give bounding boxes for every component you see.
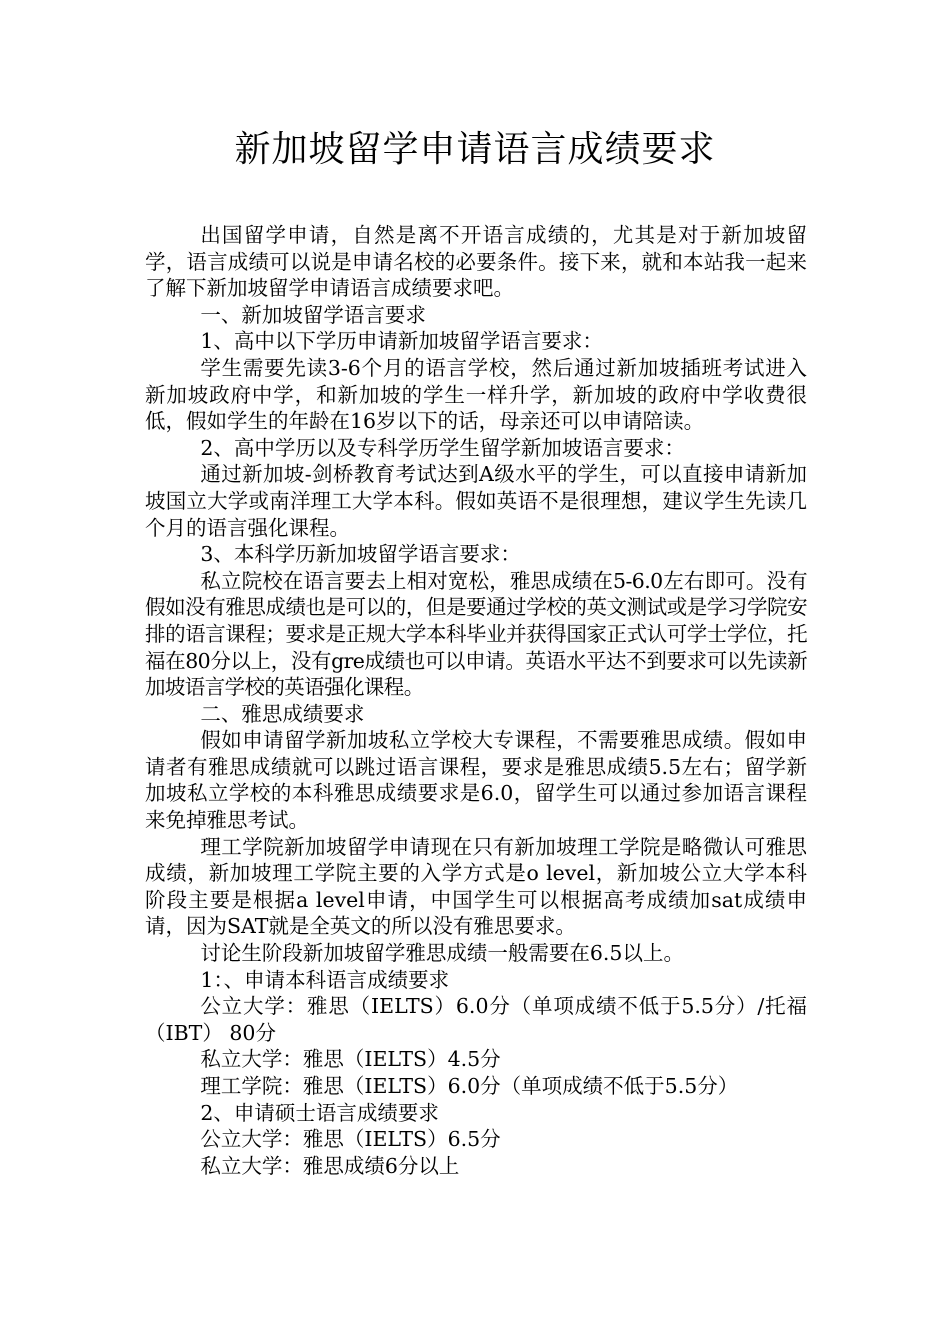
heading-section-2: 二、雅思成绩要求 [200,701,365,726]
paragraph-below-highschool: 学生需要先读3-6个月的语言学校，然后通过新加坡插班考试进入新加坡政府中学，和新加坡的学生一样升学，新加坡的政府中学收费很低，假如学生的年龄在16岁以下的话，母亲还可以申请陪读。 [145,355,807,434]
subheading-master-requirements: 2、申请硕士语言成绩要求 [200,1100,439,1125]
subheading-2: 2、高中学历以及专科学历学生留学新加坡语言要求： [200,435,685,460]
item-master-private-university: 私立大学：雅思成绩6分以上 [200,1153,460,1178]
paragraph-highschool: 通过新加坡-剑桥教育考试达到A级水平的学生，可以直接申请新加坡国立大学或南洋理工大学本科。假如英语不是很理想，建议学生先读几个月的语言强化课程。 [145,462,807,540]
paragraph-ielts-private: 假如申请留学新加坡私立学校大专课程，不需要雅思成绩。假如申请者有雅思成绩就可以跳过语言课程，要求是雅思成绩5.5左右；留学新加坡私立学校的本科雅思成绩要求是6.0，留学生可以通过参加语言课程来免掉雅思考试。 [145,728,807,833]
item-polytechnic: 理工学院：雅思（IELTS）6.0分（单项成绩不低于5.5分） [200,1074,739,1098]
item-master-public-university: 公立大学：雅思（IELTS）6.5分 [200,1127,501,1152]
subheading-1: 1、高中以下学历申请新加坡留学语言要求： [200,329,603,354]
subheading-3: 3、本科学历新加坡留学语言要求： [200,542,521,567]
paragraph-intro: 出国留学申请，自然是离不开语言成绩的，尤其是对于新加坡留学，语言成绩可以说是申请名校的必要条件。接下来，就和本站我一起来了解下新加坡留学申请语言成绩要求吧。 [145,223,807,301]
subheading-undergrad-requirements: 1：、申请本科语言成绩要求 [200,967,450,992]
document-title: 新加坡留学申请语言成绩要求 [234,129,716,170]
item-private-university: 私立大学：雅思（IELTS）4.5分 [200,1047,501,1072]
paragraph-bachelor: 私立院校在语言要去上相对宽松，雅思成绩在5-6.0左右即可。没有假如没有雅思成绩也是可以的，但是要通过学校的英文测试或是学习学院安排的语言课程；要求是正规大学本科毕业并获得国家正式认可学士学位，托福在80分以上，没有gre成绩也可以申请。英语水平达不到要求可以先读新加坡语言学校的英语强化课程。 [145,568,807,700]
document-body [145,222,807,1179]
paragraph-polytechnic: 理工学院新加坡留学申请现在只有新加坡理工学院是略微认可雅思成绩，新加坡理工学院主要的入学方式是o level，新加坡公立大学本科阶段主要是根据a level申请，中国学生可以根据高考成绩加sat成绩申请，因为SAT就是全英文的所以没有雅思要求。 [145,834,807,939]
item-public-university: 公立大学：雅思（IELTS）6.0分（单项成绩不低于5.5分）/托福（IBT） 80分 [145,994,807,1045]
heading-section-1: 一、新加坡留学语言要求 [200,302,426,327]
paragraph-postgraduate: 讨论生阶段新加坡留学雅思成绩一般需要在6.5以上。 [200,941,684,966]
